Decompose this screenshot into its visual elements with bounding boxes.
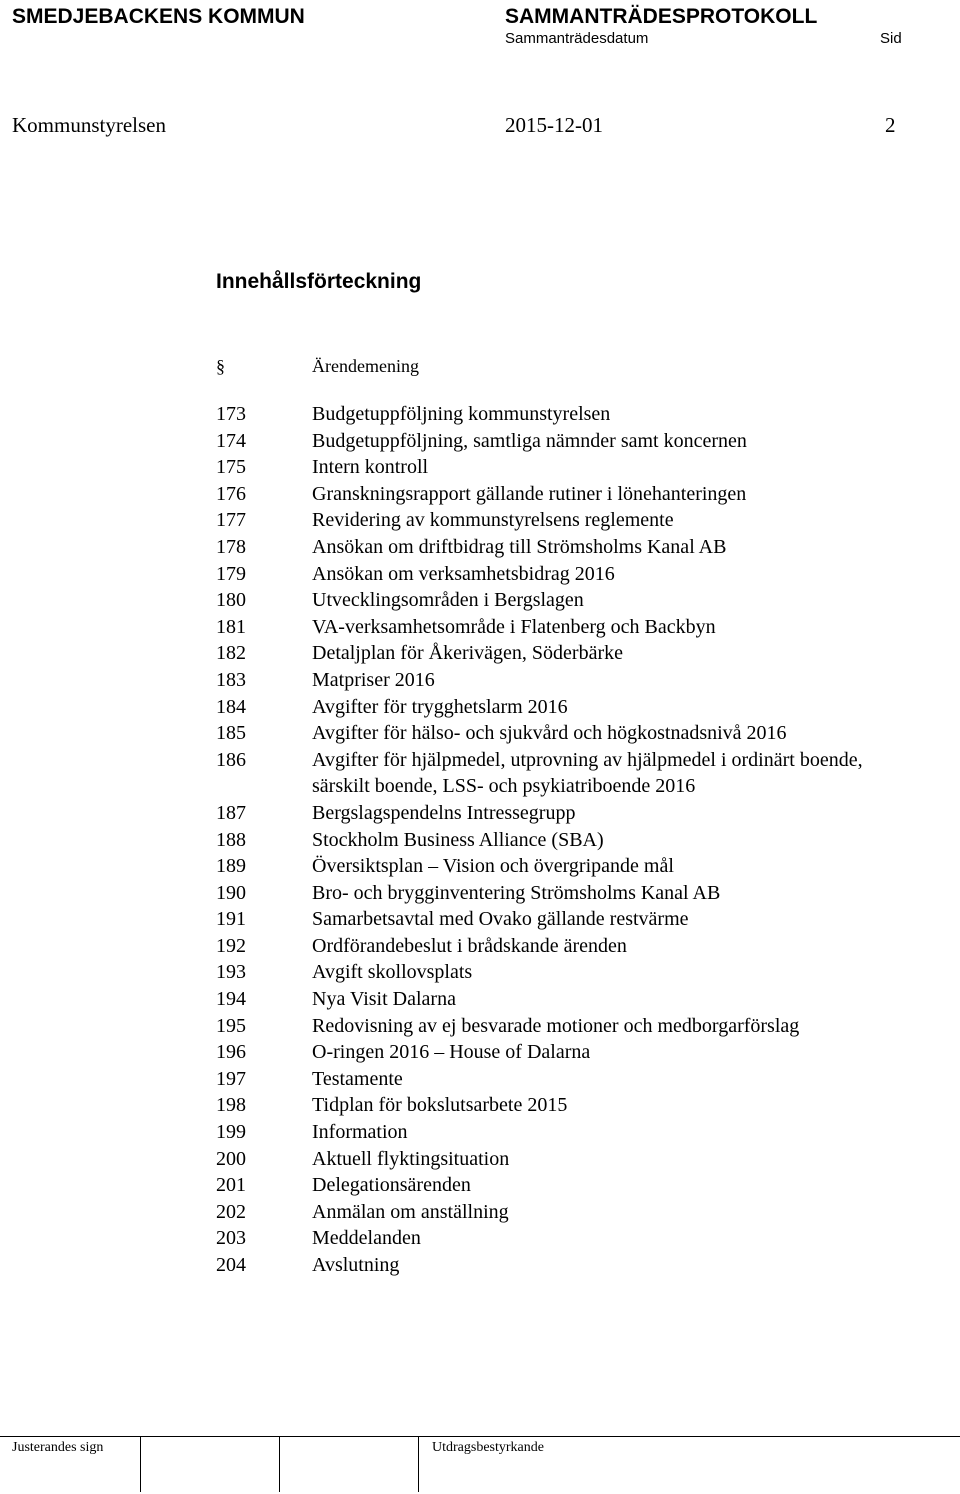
section-number: 203 <box>216 1227 246 1250</box>
agenda-item-title: Ansökan om driftbidrag till Strömsholms Kanal AB <box>312 535 727 558</box>
extract-label: Utdragsbestyrkande <box>432 1440 544 1455</box>
agenda-item-title: Bergslagspendelns Intressegrupp <box>312 801 576 824</box>
section-number: 201 <box>216 1174 246 1197</box>
section-number: 190 <box>216 881 246 904</box>
section-number: 204 <box>216 1254 246 1276</box>
section-number: 173 <box>216 403 246 425</box>
toc-row <box>216 1066 916 1093</box>
agenda-item-title: Revidering av kommunstyrelsens reglemente <box>312 509 674 532</box>
toc-row <box>216 1225 916 1252</box>
section-number: 198 <box>216 1094 246 1117</box>
agenda-item-title: Avgifter för trygghetslarm 2016 <box>312 695 568 718</box>
section-number: 188 <box>216 828 246 851</box>
toc-row <box>216 959 916 986</box>
agenda-item-title: Ansökan om verksamhetsbidrag 2016 <box>312 562 615 585</box>
toc-list <box>216 401 916 1279</box>
section-number: 180 <box>216 589 246 612</box>
section-number: 176 <box>216 482 246 505</box>
agenda-item-title: Samarbetsavtal med Ovako gällande restvärme <box>312 908 689 931</box>
section-number: 199 <box>216 1121 246 1144</box>
agenda-item-title: Matpriser 2016 <box>312 668 435 691</box>
agenda-item-title: Budgetuppföljning kommunstyrelsen <box>312 403 611 425</box>
agenda-item-title: Översiktsplan – Vision och övergripande mål <box>312 855 674 878</box>
page-label: Sid <box>880 30 902 47</box>
agenda-item-title: Redovisning av ej besvarade motioner och medborgarförslag <box>312 1014 800 1037</box>
toc-row <box>216 667 916 694</box>
agenda-item-title: Budgetuppföljning, samtliga nämnder samt koncernen <box>312 429 747 452</box>
agenda-item-title: Avgift skollovsplats <box>312 961 473 984</box>
agenda-item-title: Anmälan om anställning <box>312 1200 509 1223</box>
toc-row <box>216 428 916 455</box>
agenda-item-title: Information <box>312 1121 408 1144</box>
toc-row <box>216 1092 916 1119</box>
section-number: 174 <box>216 429 246 452</box>
agenda-item-title: VA-verksamhetsområde i Flatenberg och Backbyn <box>312 615 716 638</box>
agenda-item-title: Delegationsärenden <box>312 1174 471 1197</box>
toc-row <box>216 1252 916 1279</box>
toc-row <box>216 720 916 747</box>
footer-column-divider <box>279 1437 280 1492</box>
section-number: 192 <box>216 934 246 957</box>
section-number: 197 <box>216 1067 246 1090</box>
toc-row <box>216 1172 916 1199</box>
section-number: 196 <box>216 1041 246 1064</box>
agenda-item-title: Nya Visit Dalarna <box>312 988 456 1011</box>
organization-name: SMEDJEBACKENS KOMMUN <box>12 5 305 28</box>
description-header: Ärendemening <box>312 356 419 376</box>
toc-row <box>216 906 916 933</box>
toc-row <box>216 853 916 880</box>
footer-column-divider <box>140 1437 141 1492</box>
section-number: 187 <box>216 801 246 824</box>
toc-row <box>216 561 916 588</box>
toc-row <box>216 614 916 641</box>
section-number: 179 <box>216 562 246 585</box>
section-number: 189 <box>216 855 246 878</box>
agenda-item-title: Avslutning <box>312 1254 400 1276</box>
section-number: 195 <box>216 1014 246 1037</box>
agenda-item-title: Meddelanden <box>312 1227 421 1250</box>
section-number: 178 <box>216 535 246 558</box>
toc-row <box>216 1199 916 1226</box>
agenda-item-title: Testamente <box>312 1067 403 1090</box>
section-number: 175 <box>216 456 246 479</box>
toc-row <box>216 454 916 481</box>
toc-row <box>216 640 916 667</box>
section-number: 186 <box>216 748 246 771</box>
toc-row <box>216 694 916 721</box>
page-title: Innehållsförteckning <box>216 270 422 293</box>
agenda-item-title: Bro- och brygginventering Strömsholms Kanal AB <box>312 881 721 904</box>
section-number: 193 <box>216 961 246 984</box>
toc-row <box>216 507 916 534</box>
agenda-item-title: Utvecklingsområden i Bergslagen <box>312 589 584 612</box>
page-number: 2 <box>885 113 896 137</box>
toc-row <box>216 986 916 1013</box>
agenda-item-title: O-ringen 2016 – House of Dalarna <box>312 1041 591 1064</box>
section-number: 181 <box>216 615 246 638</box>
section-number: 185 <box>216 722 246 745</box>
toc-row <box>216 1119 916 1146</box>
toc-row <box>216 933 916 960</box>
toc-row <box>216 800 916 827</box>
section-number: 200 <box>216 1147 246 1170</box>
meeting-date-label: Sammanträdesdatum <box>505 30 649 47</box>
section-number: 183 <box>216 668 246 691</box>
toc-row <box>216 1013 916 1040</box>
toc-row <box>216 880 916 907</box>
agenda-item-title: Avgifter för hjälpmedel, utprovning av hjälpmedel i ordinärt boende, särskilt boende, LSS- och psykiatriboende 2016 <box>312 748 863 798</box>
toc-row <box>216 481 916 508</box>
footer-column-divider <box>418 1437 419 1492</box>
agenda-item-title: Aktuell flyktingsituation <box>312 1147 510 1170</box>
section-symbol: § <box>216 356 225 376</box>
toc-row <box>216 587 916 614</box>
agenda-item-title: Avgifter för hälso- och sjukvård och högkostnadsnivå 2016 <box>312 722 787 745</box>
meeting-date: 2015-12-01 <box>505 113 603 137</box>
section-number: 191 <box>216 908 246 931</box>
section-number: 184 <box>216 695 246 718</box>
toc-row <box>216 1039 916 1066</box>
agenda-item-title: Intern kontroll <box>312 456 429 479</box>
toc-row <box>216 1146 916 1173</box>
footer-divider <box>0 1436 960 1437</box>
section-number: 182 <box>216 642 246 665</box>
signature-label: Justerandes sign <box>12 1440 104 1455</box>
meeting-body: Kommunstyrelsen <box>12 113 166 137</box>
toc-row <box>216 401 916 428</box>
section-number: 194 <box>216 988 246 1011</box>
agenda-item-title: Tidplan för bokslutsarbete 2015 <box>312 1094 568 1117</box>
toc-row <box>216 827 916 854</box>
agenda-item-title: Detaljplan för Åkerivägen, Söderbärke <box>312 642 623 665</box>
toc-row <box>216 747 916 800</box>
document-type: SAMMANTRÄDESPROTOKOLL <box>505 5 818 28</box>
agenda-item-title: Granskningsrapport gällande rutiner i lönehanteringen <box>312 482 747 505</box>
section-number: 202 <box>216 1200 246 1223</box>
agenda-item-title: Ordförandebeslut i brådskande ärenden <box>312 934 627 957</box>
agenda-item-title: Stockholm Business Alliance (SBA) <box>312 828 604 851</box>
toc-row <box>216 534 916 561</box>
section-number: 177 <box>216 509 246 532</box>
